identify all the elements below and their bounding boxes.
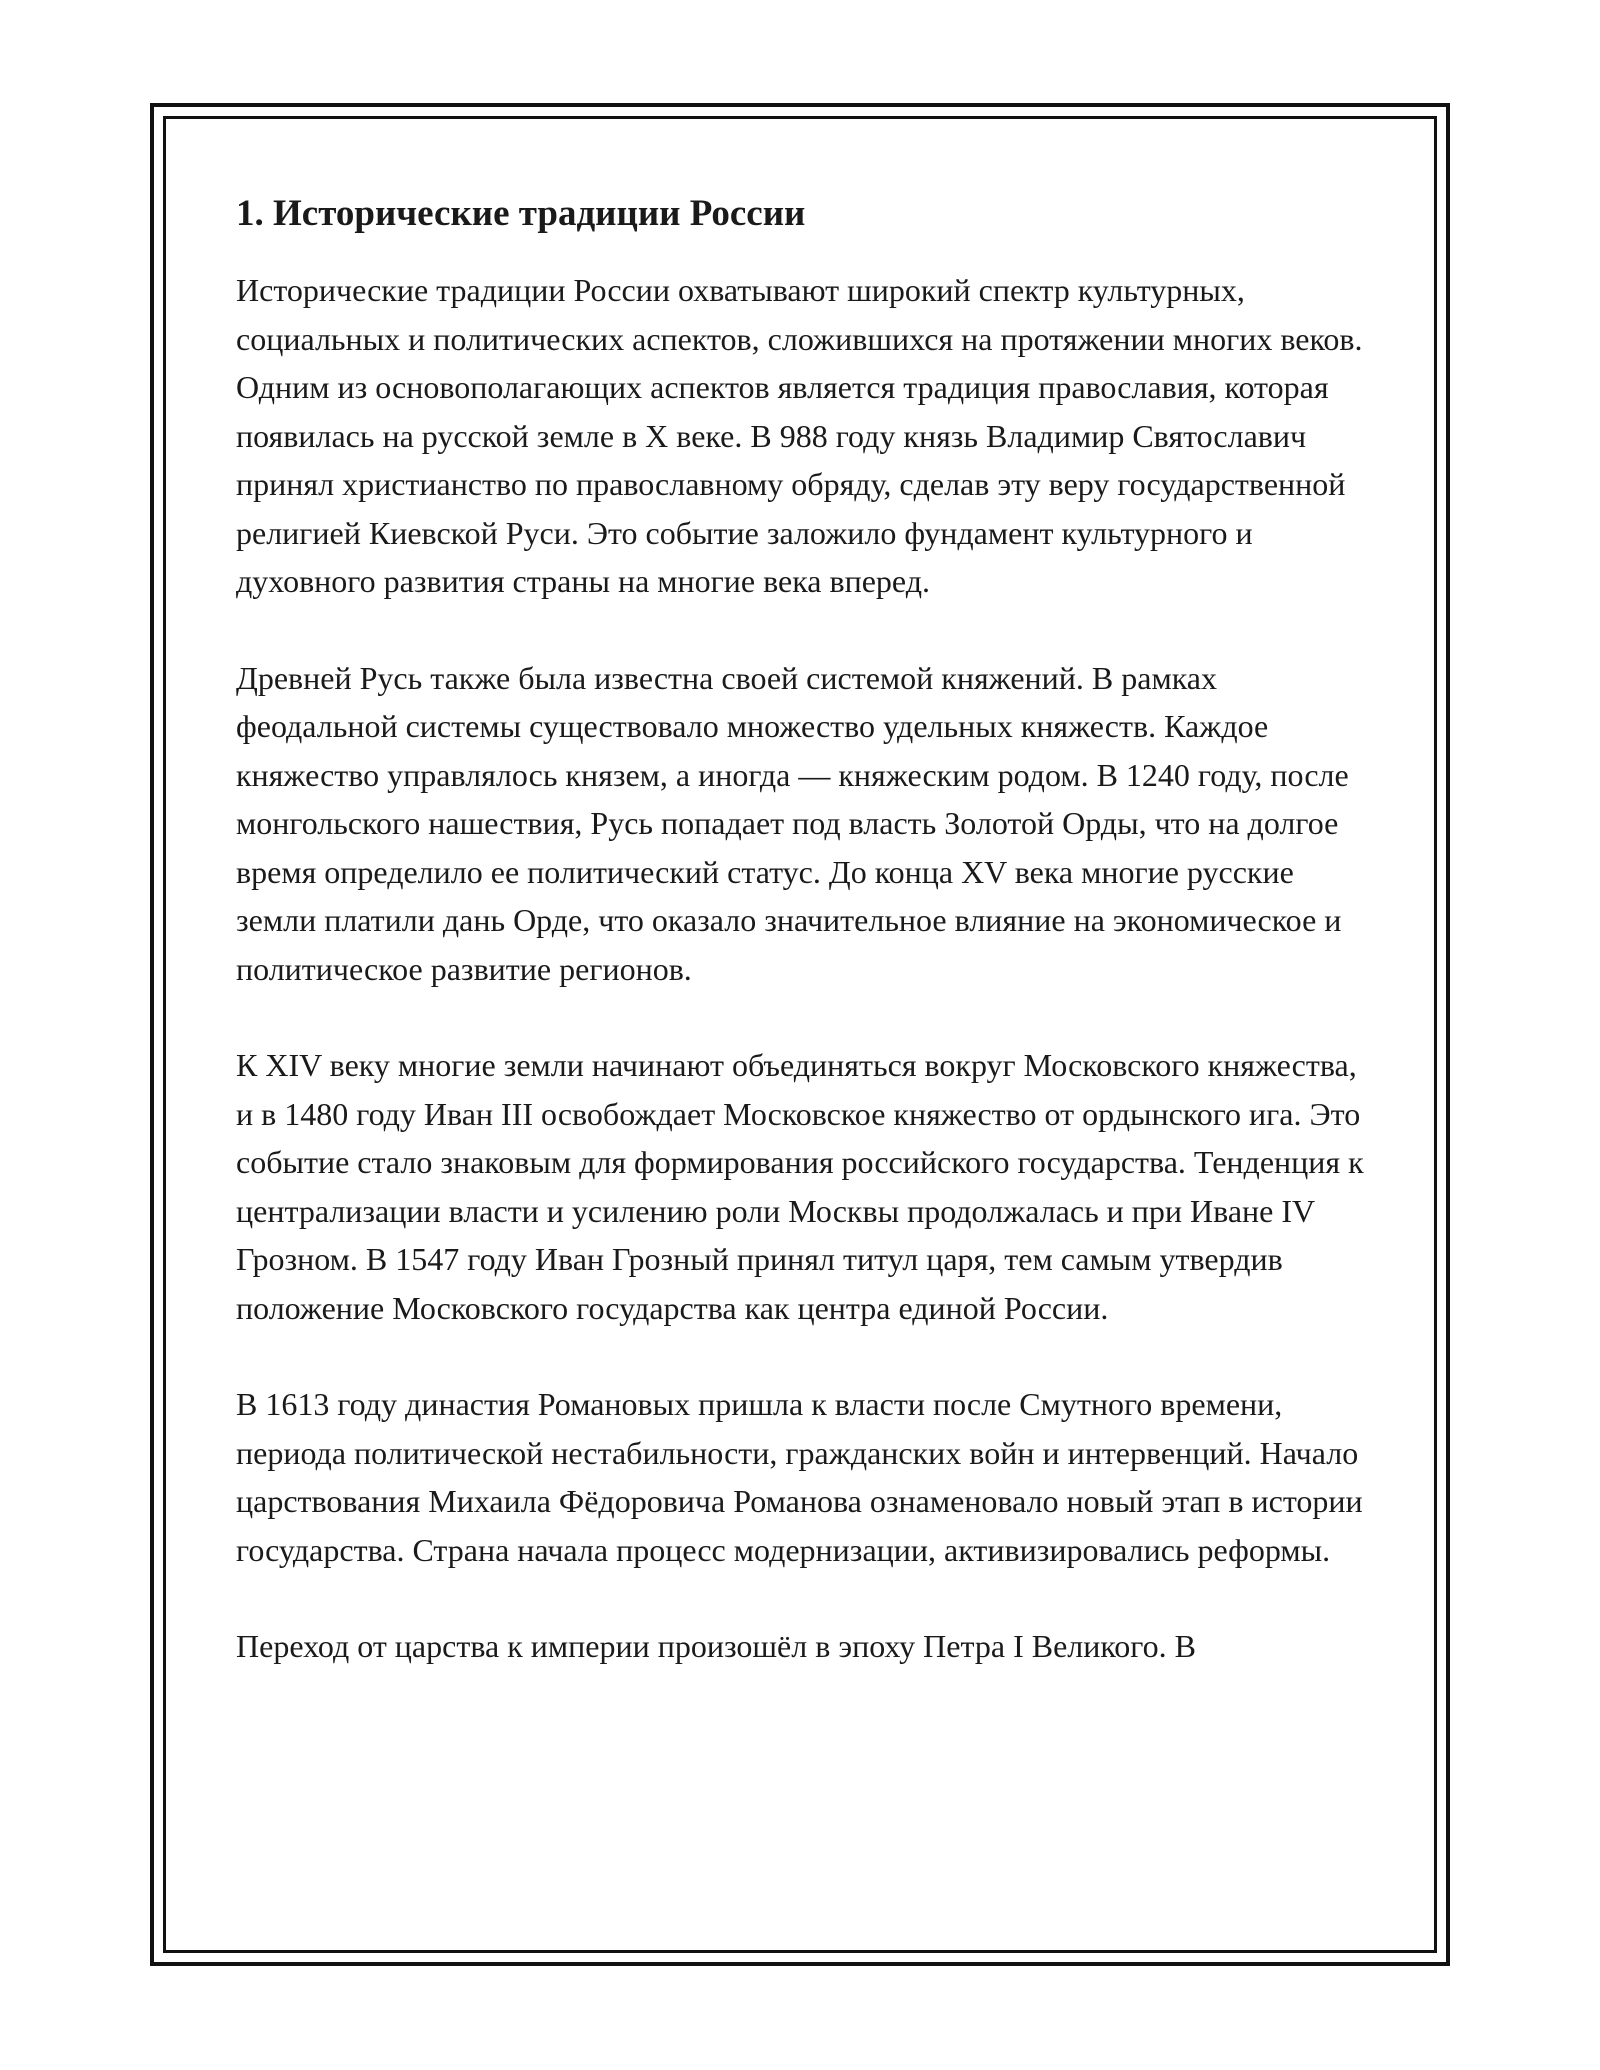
document-body — [236, 188, 1366, 1719]
paragraph-orthodoxy: Исторические традиции России охватывают широкий спектр культурных, социальных и политических аспектов, сложившихся на протяжении многих веков. Одним из основополагающих аспектов является традиция православия, которая появилась на русской земле в X веке. В 988 году князь Владимир Святославич принял христианство по православному обряду, сделав эту веру государственной религией Киевской Руси. Это событие заложило фундамент культурного и духовного развития страны на многие века вперед. — [236, 272, 1363, 599]
paragraph-romanovs: В 1613 году династия Романовых пришла к власти после Смутного времени, периода политической нестабильности, гражданских войн и интервенций. Начало царствования Михаила Фёдоровича Романова ознаменовало новый этап в истории государства. Страна начала процесс модернизации, активизировались реформы. — [236, 1386, 1363, 1568]
paragraph-empire: Переход от царства к империи произошёл в эпоху Петра I Великого. В — [236, 1628, 1196, 1664]
paragraph-principalities: Древней Русь также была известна своей системой княжений. В рамках феодальной системы существовало множество удельных княжеств. Каждое княжество управлялось князем, а иногда — княжеским родом. В 1240 году, после монгольского нашествия, Русь попадает под власть Золотой Орды, что на долгое время определило ее политический статус. До конца XV века многие русские земли платили дань Орде, что оказало значительное влияние на экономическое и политическое развитие регионов. — [236, 659, 1349, 987]
section-heading: 1. Исторические традиции России — [236, 193, 806, 234]
paragraph-moscow: К XIV веку многие земли начинают объединяться вокруг Московского княжества, и в 1480 году Иван III освобождает Московское княжество от ордынского ига. Это событие стало знаковым для формирования российского государства. Тенденция к централизации власти и усилению роли Москвы продолжалась и при Иване IV Грозном. В 1547 году Иван Грозный принял титул царя, тем самым утвердив положение Московского государства как центра единой России. — [236, 1047, 1364, 1326]
